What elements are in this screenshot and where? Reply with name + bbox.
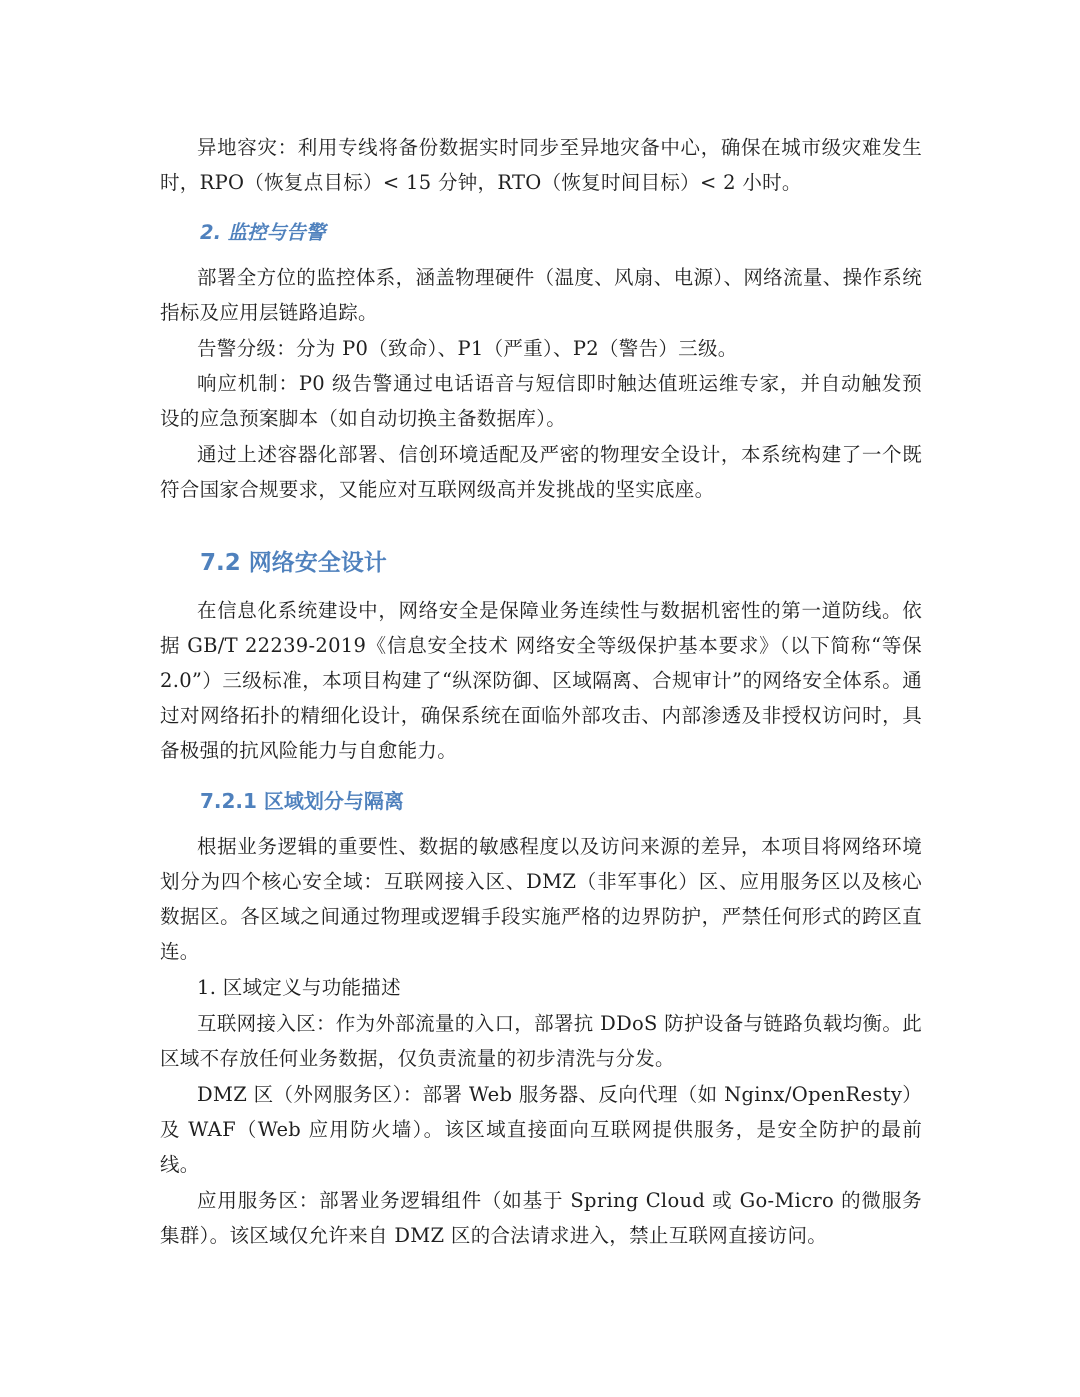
section-7-2-title: 网络安全设计	[248, 550, 387, 576]
zone-internet-paragraph: 互联网接入区：作为外部流量的入口，部署抗 DDoS 防护设备与链路负载均衡。此区域不存放任何业务数据，仅负责流量的初步清洗与分发。	[160, 1012, 922, 1070]
zone-division-paragraph: 根据业务逻辑的重要性、数据的敏感程度以及访问来源的差异，本项目将网络环境划分为四个核心安全域：互联网接入区、DMZ（非军事化）区、应用服务区以及核心数据区。各区域之间通过物理或逻辑手段实施严格的边界防护，严禁任何形式的跨区直连。	[160, 835, 922, 963]
response-mechanism-paragraph: 响应机制：P0 级告警通过电话语音与短信即时触达值班运维专家，并自动触发预设的应急预案脚本（如自动切换主备数据库）。	[160, 372, 922, 430]
zone-definition-list-title: 1. 区域定义与功能描述	[197, 976, 401, 999]
section-7-2-number: 7.2	[200, 550, 241, 576]
zone-app-paragraph: 应用服务区：部署业务逻辑组件（如基于 Spring Cloud 或 Go-Micro 的微服务集群）。该区域仅允许来自 DMZ 区的合法请求进入，禁止互联网直接访问。	[160, 1189, 922, 1247]
network-security-paragraph: 在信息化系统建设中，网络安全是保障业务连续性与数据机密性的第一道防线。依据 GB/T 22239-2019《信息安全技术 网络安全等级保护基本要求》（以下简称“等保 2.0”）三级标准，本项目构建了“纵深防御、区域隔离、合规审计”的网络安全体系。通过对网络拓扑的精细化设计，确保系统在面临外部攻击、内部渗透及非授权访问时，具备极强的抗风险能力与自愈能力。	[160, 599, 922, 762]
zone-dmz-paragraph: DMZ 区（外网服务区）：部署 Web 服务器、反向代理（如 Nginx/OpenResty）及 WAF（Web 应用防火墙）。该区域直接面向互联网提供服务，是安全防护的最前线。	[160, 1083, 922, 1176]
monitoring-heading: 2. 监控与告警	[200, 221, 326, 244]
section-7-2-heading	[200, 546, 387, 580]
summary-paragraph: 通过上述容器化部署、信创环境适配及严密的物理安全设计，本系统构建了一个既符合国家合规要求，又能应对互联网级高并发挑战的坚实底座。	[160, 443, 922, 501]
monitoring-paragraph-1: 部署全方位的监控体系，涵盖物理硬件（温度、风扇、电源）、网络流量、操作系统指标及应用层链路追踪。	[160, 266, 922, 324]
alert-levels-paragraph: 告警分级：分为 P0（致命）、P1（严重）、P2（警告）三级。	[197, 337, 738, 360]
disaster-recovery-paragraph: 异地容灾：利用专线将备份数据实时同步至异地灾备中心，确保在城市级灾难发生时，RPO（恢复点目标）< 15 分钟，RTO（恢复时间目标）< 2 小时。	[160, 136, 922, 194]
section-7-2-1-heading: 7.2.1 区域划分与隔离	[200, 789, 404, 813]
